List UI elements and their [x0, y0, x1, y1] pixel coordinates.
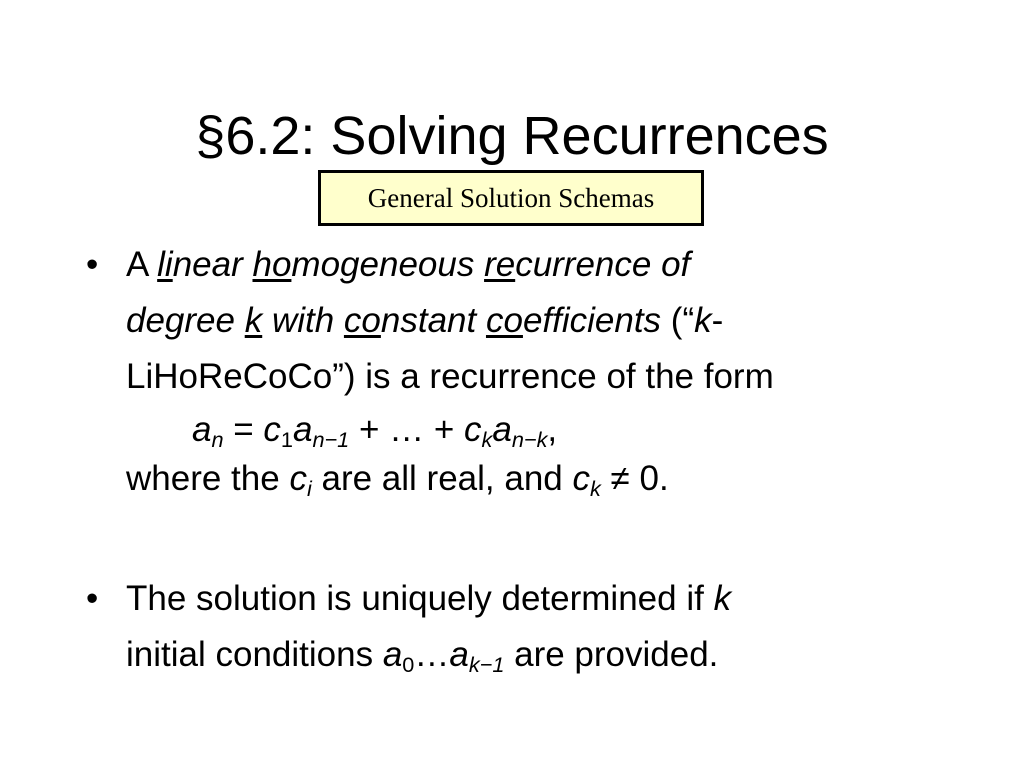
subtitle-box [318, 170, 704, 226]
text-run: (“ [661, 301, 695, 340]
subtitle-label: General Solution Schemas [367, 182, 655, 213]
underlined-initial: co [343, 301, 381, 340]
bullet-item-1 [86, 237, 946, 505]
bullet-1-text [126, 237, 946, 505]
math-var: a [449, 635, 469, 674]
bullet-marker: • [86, 245, 99, 284]
math-var: a [192, 410, 212, 449]
math-op: + … + [349, 410, 465, 449]
math-op: … [414, 635, 450, 674]
math-var: c [289, 459, 307, 498]
math-op: = [223, 410, 264, 449]
text-run: with [262, 301, 344, 340]
text-run: initial conditions [126, 635, 383, 674]
math-var: a [292, 410, 313, 449]
definition-term [126, 245, 690, 340]
math-var: k [713, 579, 732, 618]
text-run: are provided. [504, 635, 719, 674]
underlined-initial: li [157, 245, 173, 284]
math-sub: k [589, 476, 601, 502]
math-var: c [263, 410, 281, 449]
text-run: currence of [515, 245, 691, 284]
recurrence-formula [126, 407, 946, 453]
math-var: a [382, 635, 403, 674]
math-sub: i [306, 476, 312, 502]
text-run: nstant [380, 301, 486, 340]
math-sub: k [481, 427, 493, 453]
underlined-initial: co [485, 301, 523, 340]
math-sub: n [211, 427, 224, 453]
math-sub: 1 [280, 427, 293, 453]
math-sub: n−1 [312, 427, 350, 453]
slide-title: §6.2: Solving Recurrences [195, 106, 829, 166]
variable-k: k [694, 301, 712, 340]
bullet-item-2 [86, 571, 946, 683]
underlined-initial: k [244, 301, 263, 340]
math-var: a [492, 410, 512, 449]
text-run: mogeneous [291, 245, 485, 284]
text-run: are all real, and [311, 459, 573, 498]
text-run: LiHoReCoCo”) is a recurrence of the form [126, 357, 774, 396]
where-clause [126, 453, 946, 505]
text-run: degree [126, 301, 245, 340]
underlined-initial: ho [252, 245, 292, 284]
text-run: The solution is uniquely determined if [126, 579, 714, 618]
text-run: where the [126, 459, 290, 498]
text-run: efficients [522, 301, 662, 340]
math-sub: n−k [511, 427, 548, 453]
math-sub: k−1 [468, 652, 505, 678]
text-run: ≠ 0. [600, 459, 669, 498]
math-var: c [464, 410, 482, 449]
bullet-marker: • [86, 579, 99, 618]
text-run: - [711, 301, 724, 340]
bullet-2-text [126, 571, 946, 683]
text-run: A [126, 245, 158, 284]
math-sub: 0 [402, 652, 415, 678]
math-op: , [547, 410, 558, 449]
math-var: c [572, 459, 590, 498]
text-run: near [172, 245, 253, 284]
underlined-initial: re [484, 245, 516, 284]
